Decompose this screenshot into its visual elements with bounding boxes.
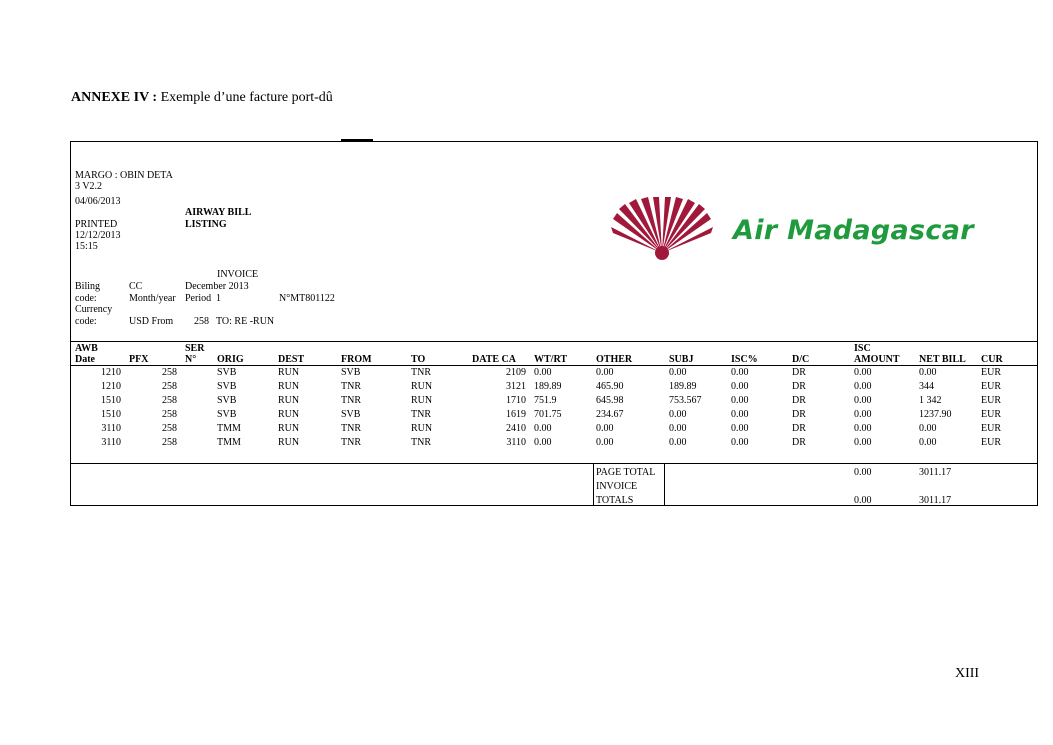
currency-from: USD From xyxy=(129,316,174,327)
cell-subj: 0.00 xyxy=(669,423,687,434)
header-ser-2: N° xyxy=(185,354,197,365)
system-line-1: MARGO : OBIN DETA xyxy=(75,170,173,181)
invoice-label: INVOICE xyxy=(596,481,638,492)
cell-subj: 0.00 xyxy=(669,437,687,448)
header-from: FROM xyxy=(341,354,372,365)
cell-isc-pct: 0.00 xyxy=(731,423,749,434)
page-total-net: 3011.17 xyxy=(919,467,952,478)
cell-isc-amount: 0.00 xyxy=(854,367,872,378)
cell-from: TNR xyxy=(341,423,361,434)
header-date-ca: DATE CA xyxy=(472,354,516,365)
table-row xyxy=(71,381,1037,395)
cell-date-ca: 2410 xyxy=(506,423,526,434)
header-ser-1: SER xyxy=(185,343,205,354)
cell-isc-pct: 0.00 xyxy=(731,367,749,378)
cell-pfx: 258 xyxy=(162,437,177,448)
printed-time: 15:15 xyxy=(75,241,98,252)
cell-orig: TMM xyxy=(217,437,241,448)
cell-pfx: 258 xyxy=(162,409,177,420)
header-orig: ORIG xyxy=(217,354,244,365)
totals-label: TOTALS xyxy=(596,495,634,506)
cell-from: SVB xyxy=(341,367,361,378)
month-label: Month/year xyxy=(129,293,176,304)
cell-other: 0.00 xyxy=(596,437,614,448)
header-net-bill: NET BILL xyxy=(919,354,966,365)
cell-orig: SVB xyxy=(217,381,237,392)
page-heading xyxy=(71,90,333,106)
cell-dc: DR xyxy=(792,395,806,406)
cell-wt-rt: 0.00 xyxy=(534,367,552,378)
invoice-frame xyxy=(70,141,1038,506)
cell-awb: 3110 xyxy=(101,423,121,434)
cell-awb: 3110 xyxy=(101,437,121,448)
cell-isc-amount: 0.00 xyxy=(854,409,872,420)
cell-dest: RUN xyxy=(278,395,300,406)
to-value: TO: RE -RUN xyxy=(216,316,275,327)
cell-dc: DR xyxy=(792,381,806,392)
header-awb-1: AWB xyxy=(75,343,98,354)
cell-dest: RUN xyxy=(278,437,300,448)
palm-fan-icon xyxy=(609,197,715,261)
logo-text: Air Madagascar xyxy=(733,215,974,246)
page-total-label: PAGE TOTAL xyxy=(596,467,656,478)
cell-to: RUN xyxy=(411,395,433,406)
cell-to: TNR xyxy=(411,409,431,420)
cell-other: 0.00 xyxy=(596,423,614,434)
header-dc: D/C xyxy=(792,354,810,365)
header-date: 04/06/2013 xyxy=(75,196,121,207)
header-dest: DEST xyxy=(278,354,305,365)
cell-date-ca: 3121 xyxy=(506,381,526,392)
cell-pfx: 258 xyxy=(162,395,177,406)
cell-awb: 1510 xyxy=(101,395,121,406)
cell-isc-pct: 0.00 xyxy=(731,437,749,448)
cell-isc-pct: 0.00 xyxy=(731,395,749,406)
month-value: December 2013 xyxy=(185,281,249,292)
page-number: XIII xyxy=(955,666,980,681)
cell-net-bill: 0.00 xyxy=(919,367,937,378)
invoice-totals-net: 3011.17 xyxy=(919,495,952,506)
header-pfx: PFX xyxy=(129,354,149,365)
cell-subj: 0.00 xyxy=(669,367,687,378)
table-row xyxy=(71,367,1037,381)
printed-date: 12/12/2013 xyxy=(75,230,121,241)
totals-left-rule xyxy=(593,463,594,506)
totals-right-rule xyxy=(664,463,665,506)
header-other: OTHER xyxy=(596,354,633,365)
from-code: 258 xyxy=(194,316,209,327)
table-top-rule xyxy=(71,341,1037,342)
period-value: 1 xyxy=(216,293,221,304)
cell-dc: DR xyxy=(792,409,806,420)
cell-cur: EUR xyxy=(981,423,1001,434)
header-isc-amount-2: AMOUNT xyxy=(854,354,900,365)
cell-awb: 1210 xyxy=(101,367,121,378)
cell-awb: 1510 xyxy=(101,409,121,420)
cell-orig: SVB xyxy=(217,409,237,420)
currency-label-2: code: xyxy=(75,316,97,327)
header-cur: CUR xyxy=(981,354,1003,365)
cell-net-bill: 1237.90 xyxy=(919,409,952,420)
listing-title-1: AIRWAY BILL xyxy=(185,207,252,218)
cell-orig: SVB xyxy=(217,367,237,378)
cell-other: 465.90 xyxy=(596,381,624,392)
cell-pfx: 258 xyxy=(162,367,177,378)
header-subj: SUBJ xyxy=(669,354,694,365)
cell-wt-rt: 701.75 xyxy=(534,409,562,420)
cell-from: SVB xyxy=(341,409,361,420)
cell-to: RUN xyxy=(411,381,433,392)
cell-dc: DR xyxy=(792,437,806,448)
printed-label: PRINTED xyxy=(75,219,118,230)
cell-to: TNR xyxy=(411,367,431,378)
cell-other: 0.00 xyxy=(596,367,614,378)
annex-title: Exemple d’une facture port-dû xyxy=(160,90,333,105)
header-awb-2: Date xyxy=(75,354,95,365)
cell-dest: RUN xyxy=(278,367,300,378)
cell-awb: 1210 xyxy=(101,381,121,392)
annex-label: ANNEXE IV : xyxy=(71,90,158,105)
cell-net-bill: 344 xyxy=(919,381,934,392)
invoice-number: N°MT801122 xyxy=(279,293,335,304)
cell-net-bill: 0.00 xyxy=(919,437,937,448)
listing-title-2: LISTING xyxy=(185,219,227,230)
cell-cur: EUR xyxy=(981,437,1001,448)
cell-dc: DR xyxy=(792,367,806,378)
cell-isc-pct: 0.00 xyxy=(731,409,749,420)
cell-pfx: 258 xyxy=(162,381,177,392)
cell-from: TNR xyxy=(341,381,361,392)
cell-orig: TMM xyxy=(217,423,241,434)
cell-to: TNR xyxy=(411,437,431,448)
table-row xyxy=(71,423,1037,437)
cell-orig: SVB xyxy=(217,395,237,406)
cell-isc-pct: 0.00 xyxy=(731,381,749,392)
billing-label-1: Biling xyxy=(75,281,101,292)
cell-dest: RUN xyxy=(278,381,300,392)
cell-cur: EUR xyxy=(981,367,1001,378)
table-row xyxy=(71,437,1037,451)
invoice-totals-isc: 0.00 xyxy=(854,495,872,506)
cell-to: RUN xyxy=(411,423,433,434)
header-wt-rt: WT/RT xyxy=(534,354,567,365)
billing-label-2: code: xyxy=(75,293,97,304)
cell-date-ca: 2109 xyxy=(506,367,526,378)
cell-subj: 753.567 xyxy=(669,395,702,406)
cell-subj: 0.00 xyxy=(669,409,687,420)
cell-cur: EUR xyxy=(981,395,1001,406)
cell-isc-amount: 0.00 xyxy=(854,437,872,448)
cell-net-bill: 1 342 xyxy=(919,395,942,406)
header-to: TO xyxy=(411,354,426,365)
cell-from: TNR xyxy=(341,437,361,448)
cell-isc-amount: 0.00 xyxy=(854,423,872,434)
cell-dest: RUN xyxy=(278,423,300,434)
cell-cur: EUR xyxy=(981,409,1001,420)
cell-other: 645.98 xyxy=(596,395,624,406)
totals-top-rule xyxy=(71,463,1037,464)
cell-isc-amount: 0.00 xyxy=(854,395,872,406)
period-label: Period xyxy=(185,293,212,304)
header-isc-pct: ISC% xyxy=(731,354,758,365)
cell-cur: EUR xyxy=(981,381,1001,392)
header-isc-amount-1: ISC xyxy=(854,343,871,354)
cell-date-ca: 1710 xyxy=(506,395,526,406)
cell-from: TNR xyxy=(341,395,361,406)
cell-wt-rt: 0.00 xyxy=(534,437,552,448)
cell-dest: RUN xyxy=(278,409,300,420)
cell-pfx: 258 xyxy=(162,423,177,434)
invoice-title: INVOICE xyxy=(217,269,259,280)
air-madagascar-logo xyxy=(609,197,989,265)
cell-net-bill: 0.00 xyxy=(919,423,937,434)
cell-subj: 189.89 xyxy=(669,381,697,392)
cell-date-ca: 1619 xyxy=(506,409,526,420)
cell-isc-amount: 0.00 xyxy=(854,381,872,392)
cell-wt-rt: 189.89 xyxy=(534,381,562,392)
cell-dc: DR xyxy=(792,423,806,434)
cell-wt-rt: 0.00 xyxy=(534,423,552,434)
cell-wt-rt: 751.9 xyxy=(534,395,557,406)
billing-value: CC xyxy=(129,281,143,292)
table-row xyxy=(71,395,1037,409)
cell-date-ca: 3110 xyxy=(506,437,526,448)
currency-label-1: Currency xyxy=(75,304,113,315)
header-bottom-rule xyxy=(71,365,1037,366)
system-line-2: 3 V2.2 xyxy=(75,181,103,192)
table-row xyxy=(71,409,1037,423)
page-total-isc: 0.00 xyxy=(854,467,872,478)
cell-other: 234.67 xyxy=(596,409,624,420)
